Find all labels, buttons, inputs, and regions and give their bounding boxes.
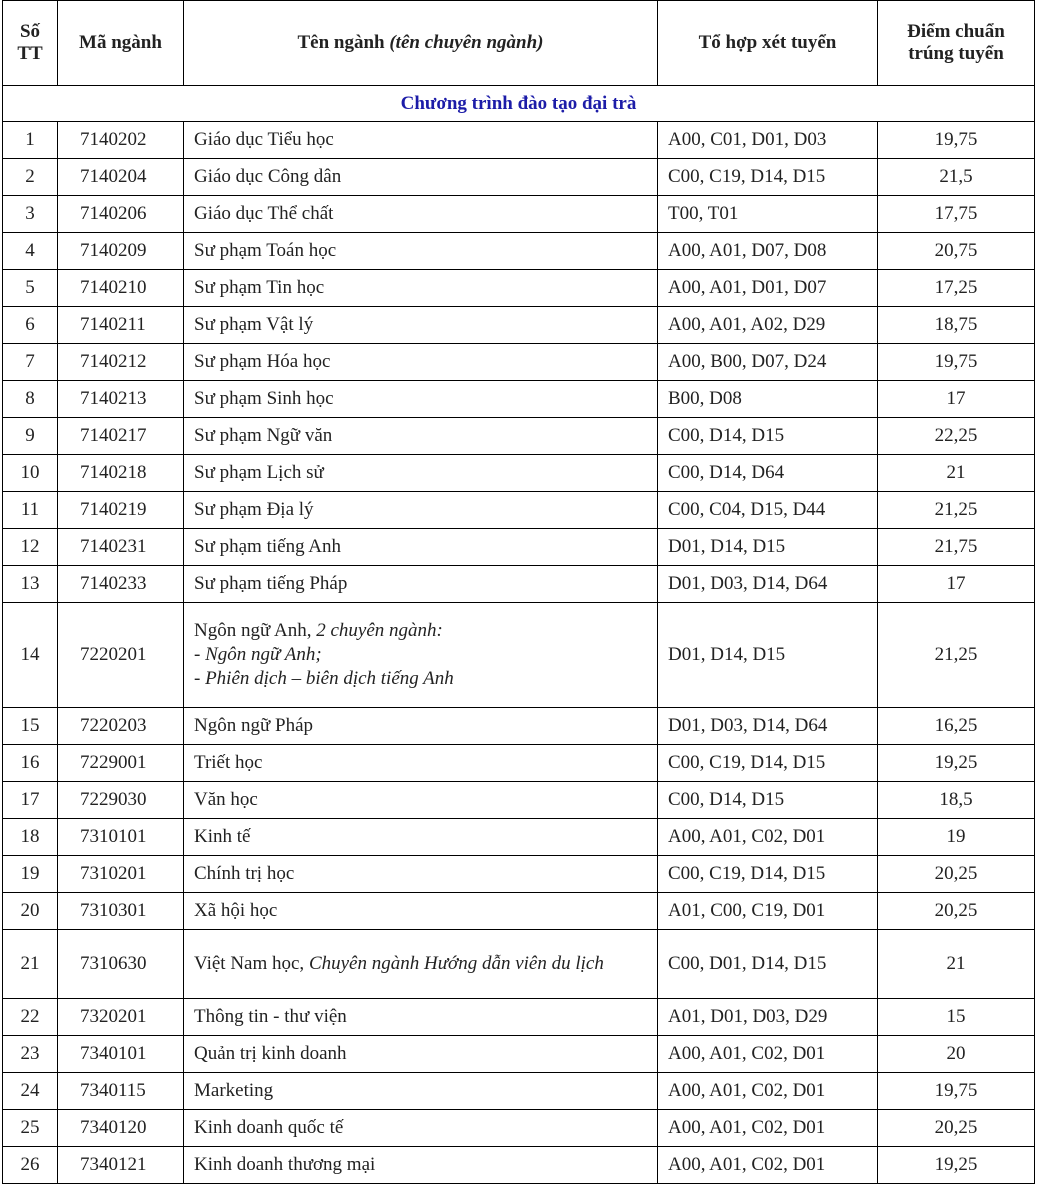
row-sub2: Phiên dịch – biên dịch tiếng Anh	[205, 668, 454, 689]
row-score: 17,25	[878, 270, 1035, 307]
row-name-main: Giáo dục Thể chất	[194, 203, 334, 224]
row-score: 18,75	[878, 307, 1035, 344]
section-row	[3, 86, 1035, 122]
row-name	[184, 782, 658, 819]
row-stt: 5	[3, 270, 58, 307]
row-score: 19,75	[878, 344, 1035, 381]
row-name	[184, 819, 658, 856]
row-name-main: Sư phạm Ngữ văn	[194, 425, 333, 446]
row-combo: T00, T01	[658, 196, 878, 233]
table-row	[3, 529, 1035, 566]
row-score: 20	[878, 1036, 1035, 1073]
table-row	[3, 159, 1035, 196]
row-combo: A00, A01, A02, D29	[658, 307, 878, 344]
row-score: 17	[878, 381, 1035, 418]
row-name-main: Xã hội học	[194, 900, 278, 921]
row-score: 19,75	[878, 1073, 1035, 1110]
row-name	[184, 1110, 658, 1147]
row-combo: A00, A01, D01, D07	[658, 270, 878, 307]
table-row	[3, 856, 1035, 893]
header-score	[878, 1, 1035, 86]
row-name	[184, 344, 658, 381]
row-code: 7140219	[58, 492, 184, 529]
table-row	[3, 566, 1035, 603]
row-stt: 9	[3, 418, 58, 455]
row-name	[184, 1036, 658, 1073]
row-score: 21,25	[878, 492, 1035, 529]
table-row	[3, 745, 1035, 782]
row-combo: A00, B00, D07, D24	[658, 344, 878, 381]
row-name-main: Việt Nam học,	[194, 953, 305, 974]
row-name-main: Quản trị kinh doanh	[194, 1043, 347, 1064]
table-row	[3, 1147, 1035, 1184]
row-code: 7140218	[58, 455, 184, 492]
row-code: 7320201	[58, 999, 184, 1036]
row-name	[184, 1073, 658, 1110]
row-combo: A00, A01, C02, D01	[658, 1147, 878, 1184]
row-combo: A00, A01, C02, D01	[658, 819, 878, 856]
row-name	[184, 196, 658, 233]
row-code: 7140211	[58, 307, 184, 344]
row-name	[184, 1147, 658, 1184]
row-name-main: Sư phạm Hóa học	[194, 351, 331, 372]
row-name	[184, 745, 658, 782]
header-name-sub: (tên chuyên ngành)	[389, 32, 544, 53]
row-score: 21,75	[878, 529, 1035, 566]
table-row	[3, 233, 1035, 270]
row-combo: A00, A01, C02, D01	[658, 1073, 878, 1110]
row-name-main: Sư phạm Địa lý	[194, 499, 314, 520]
row-code: 7140231	[58, 529, 184, 566]
row-score: 20,25	[878, 856, 1035, 893]
table-row	[3, 1073, 1035, 1110]
table-row	[3, 381, 1035, 418]
row-code: 7140217	[58, 418, 184, 455]
row-score: 21	[878, 455, 1035, 492]
row-code: 7140210	[58, 270, 184, 307]
row-stt: 23	[3, 1036, 58, 1073]
row-name-main: Triết học	[194, 752, 263, 773]
table-row	[3, 270, 1035, 307]
row-combo: C00, C19, D14, D15	[658, 745, 878, 782]
table-row	[3, 999, 1035, 1036]
row-stt: 21	[3, 930, 58, 999]
table-row	[3, 708, 1035, 745]
row-score: 19,75	[878, 122, 1035, 159]
row-name-main: Sư phạm Tin học	[194, 277, 325, 298]
table-row	[3, 893, 1035, 930]
row-combo: A01, C00, C19, D01	[658, 893, 878, 930]
row-score: 21,25	[878, 603, 1035, 708]
table-row	[3, 455, 1035, 492]
row-code: 7220203	[58, 708, 184, 745]
header-code: Mã ngành	[58, 1, 184, 86]
header-row	[3, 1, 1035, 86]
row-name-main: Sư phạm Vật lý	[194, 314, 314, 335]
row-sub1-prefix: -	[194, 644, 206, 665]
row-sub2-prefix: -	[194, 668, 206, 689]
row-name-main: Kinh tế	[194, 826, 251, 847]
row-combo: B00, D08	[658, 381, 878, 418]
row-code: 7140213	[58, 381, 184, 418]
row-score: 21,5	[878, 159, 1035, 196]
row-stt: 19	[3, 856, 58, 893]
row-score: 17,75	[878, 196, 1035, 233]
row-name	[184, 856, 658, 893]
row-name-main: Ngôn ngữ Pháp	[194, 715, 314, 736]
row-stt: 17	[3, 782, 58, 819]
row-name	[184, 233, 658, 270]
row-code: 7140204	[58, 159, 184, 196]
row-combo: C00, D14, D15	[658, 418, 878, 455]
row-name	[184, 307, 658, 344]
row-stt: 25	[3, 1110, 58, 1147]
row-name	[184, 566, 658, 603]
row-combo: C00, D14, D64	[658, 455, 878, 492]
row-name-main: Kinh doanh thương mại	[194, 1154, 376, 1175]
row-name-main: Sư phạm tiếng Anh	[194, 536, 341, 557]
admission-score-table	[2, 0, 1035, 1184]
row-stt: 6	[3, 307, 58, 344]
row-name-main: Giáo dục Tiểu học	[194, 129, 334, 150]
row-combo: A00, A01, C02, D01	[658, 1036, 878, 1073]
row-score: 15	[878, 999, 1035, 1036]
row-name	[184, 603, 658, 708]
row-combo: D01, D03, D14, D64	[658, 566, 878, 603]
table-row	[3, 782, 1035, 819]
row-score: 20,25	[878, 893, 1035, 930]
row-code: 7229001	[58, 745, 184, 782]
row-name-main: Marketing	[194, 1080, 274, 1101]
row-stt: 14	[3, 603, 58, 708]
row-stt: 2	[3, 159, 58, 196]
row-code: 7229030	[58, 782, 184, 819]
row-stt: 7	[3, 344, 58, 381]
row-stt: 15	[3, 708, 58, 745]
row-code: 7220201	[58, 603, 184, 708]
row-combo: C00, D01, D14, D15	[658, 930, 878, 999]
row-stt: 26	[3, 1147, 58, 1184]
row-name	[184, 122, 658, 159]
row-code: 7310301	[58, 893, 184, 930]
row-stt: 16	[3, 745, 58, 782]
row-score: 19	[878, 819, 1035, 856]
row-stt: 10	[3, 455, 58, 492]
row-name-main: Chính trị học	[194, 863, 295, 884]
row-name	[184, 492, 658, 529]
table-row	[3, 603, 1035, 708]
table-row	[3, 307, 1035, 344]
row-score: 17	[878, 566, 1035, 603]
row-combo: A00, A01, D07, D08	[658, 233, 878, 270]
row-score: 20,75	[878, 233, 1035, 270]
row-combo: D01, D14, D15	[658, 529, 878, 566]
row-code: 7340120	[58, 1110, 184, 1147]
row-combo: C00, D14, D15	[658, 782, 878, 819]
table-row	[3, 196, 1035, 233]
row-stt: 8	[3, 381, 58, 418]
header-name-main: Tên ngành	[297, 32, 385, 53]
row-name-main: Văn học	[194, 789, 258, 810]
row-code: 7310630	[58, 930, 184, 999]
row-code: 7140206	[58, 196, 184, 233]
table-row	[3, 1110, 1035, 1147]
row-combo: D01, D03, D14, D64	[658, 708, 878, 745]
row-score: 20,25	[878, 1110, 1035, 1147]
table-row	[3, 344, 1035, 381]
section-title: Chương trình đào tạo đại trà	[3, 86, 1035, 122]
row-name	[184, 708, 658, 745]
row-combo: A01, D01, D03, D29	[658, 999, 878, 1036]
row-combo: C00, C19, D14, D15	[658, 856, 878, 893]
header-name	[184, 1, 658, 86]
row-stt: 13	[3, 566, 58, 603]
table-row	[3, 819, 1035, 856]
row-score: 16,25	[878, 708, 1035, 745]
row-score: 18,5	[878, 782, 1035, 819]
row-name-main: Sư phạm Lịch sử	[194, 462, 324, 483]
row-stt: 18	[3, 819, 58, 856]
header-score-line2: trúng tuyển	[908, 43, 1004, 64]
table-row	[3, 492, 1035, 529]
row-name-main: Kinh doanh quốc tế	[194, 1117, 344, 1138]
row-score: 21	[878, 930, 1035, 999]
row-combo: D01, D14, D15	[658, 603, 878, 708]
row-combo: C00, C19, D14, D15	[658, 159, 878, 196]
row-name	[184, 529, 658, 566]
row-score: 22,25	[878, 418, 1035, 455]
row-name-main: Giáo dục Công dân	[194, 166, 342, 187]
row-name-main: Thông tin - thư viện	[194, 1006, 347, 1027]
row-combo: A00, A01, C02, D01	[658, 1110, 878, 1147]
row-score: 19,25	[878, 745, 1035, 782]
header-stt-line2: TT	[17, 43, 43, 64]
row-name	[184, 930, 658, 999]
row-name-main: Sư phạm Sinh học	[194, 388, 334, 409]
row-stt: 1	[3, 122, 58, 159]
row-score: 19,25	[878, 1147, 1035, 1184]
row-name-italic: 2 chuyên ngành:	[316, 620, 443, 641]
row-sub1: Ngôn ngữ Anh;	[205, 644, 322, 665]
row-name	[184, 893, 658, 930]
row-combo: A00, C01, D01, D03	[658, 122, 878, 159]
row-name	[184, 159, 658, 196]
header-score-line1: Điểm chuẩn	[907, 21, 1005, 42]
header-stt	[3, 1, 58, 86]
table-row	[3, 930, 1035, 999]
row-name	[184, 455, 658, 492]
row-code: 7340121	[58, 1147, 184, 1184]
row-name-main: Sư phạm Toán học	[194, 240, 337, 261]
row-stt: 12	[3, 529, 58, 566]
row-combo: C00, C04, D15, D44	[658, 492, 878, 529]
row-name	[184, 999, 658, 1036]
row-stt: 3	[3, 196, 58, 233]
row-code: 7140233	[58, 566, 184, 603]
header-combo: Tổ hợp xét tuyển	[658, 1, 878, 86]
table-row	[3, 418, 1035, 455]
row-name	[184, 381, 658, 418]
row-name-italic: Chuyên ngành Hướng dẫn viên du lịch	[308, 953, 604, 974]
table-row	[3, 122, 1035, 159]
row-code: 7140212	[58, 344, 184, 381]
header-stt-line1: Số	[19, 21, 41, 42]
row-name	[184, 270, 658, 307]
row-code: 7140209	[58, 233, 184, 270]
row-stt: 11	[3, 492, 58, 529]
row-stt: 20	[3, 893, 58, 930]
table-row	[3, 1036, 1035, 1073]
row-stt: 22	[3, 999, 58, 1036]
row-code: 7310101	[58, 819, 184, 856]
row-code: 7340115	[58, 1073, 184, 1110]
row-name	[184, 418, 658, 455]
row-stt: 4	[3, 233, 58, 270]
row-code: 7340101	[58, 1036, 184, 1073]
row-code: 7310201	[58, 856, 184, 893]
row-code: 7140202	[58, 122, 184, 159]
row-stt: 24	[3, 1073, 58, 1110]
row-name-main: Ngôn ngữ Anh,	[194, 620, 312, 641]
row-name-main: Sư phạm tiếng Pháp	[194, 573, 348, 594]
